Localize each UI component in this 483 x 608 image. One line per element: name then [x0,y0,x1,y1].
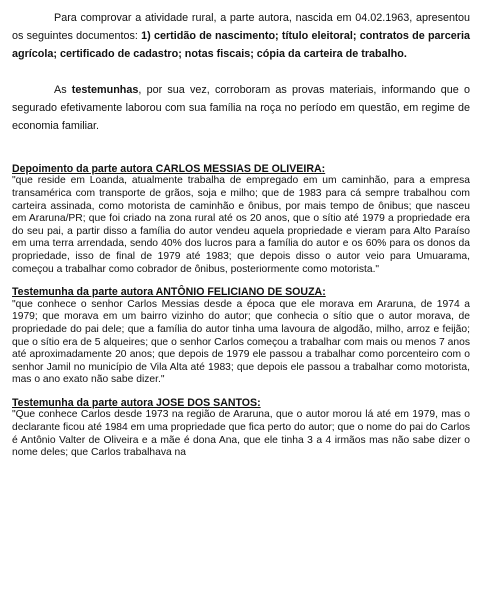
depoimento-autor-heading: Depoimento da parte autora CARLOS MESSIAS DE OLIVEIRA: [12,162,326,175]
testemunha-jose-heading: Testemunha da parte autora JOSE DOS SANTOS: [12,396,261,409]
depoimento-autor [12,163,470,276]
paragraph-documentos-text: Para comprovar a atividade rural, a parte autora, nascida em 04.02.1963, apresentou os seguintes documentos: [12,12,470,42]
paragraph-testemunhas-intro: As [54,84,72,97]
testemunha-jose-text: "Que conhece Carlos desde 1973 na região de Araruna, que o autor morou lá até em 1979, mas o declarante ficou até 1984 em uma propriedade que fica perto do autor; que o nome do pai do Carlos é Antônio Valter de Oliveira e a mãe é dona Ana, que ele tinha 3 a 4 irmãos mas não sabe dizer o nome deles; que Carlos trabalhava na [12,409,470,459]
paragraph-documentos [12,10,470,63]
testemunha-antonio-text: "que conhece o senhor Carlos Messias desde a época que ele morava em Araruna, de 1974 a 1979; que morava em um bairro vizinho do autor; que conhecia o sítio que o autor morava, de propriedade do pai dele; que a família do autor tinha uma lavoura de algodão, milho, arroz e feijão; que o sítio era de 5 alqueires; que o senhor Carlos começou a trabalhar com mais ou menos 7 anos até aproximadamente 20 anos; que depois de 1979 ele passou a trabalhar como porcenteiro com o senhor Jamil no município de Vila Alta até 1983; que depois ele passou a trabalhar como motorista, mas o ano exato não sabe dizer." [12,298,470,386]
testemunha-antonio [12,286,470,387]
paragraph-testemunhas-text: , por sua vez, corroboram as provas materiais, informando que o segurado efetivamente laborou com sua família na roça no período em questão, em regime de economia familiar. [12,84,470,132]
paragraph-testemunhas-bold: testemunhas [71,84,139,97]
depoimento-autor-text: "que reside em Loanda, atualmente trabalha de empregado em um caminhão, para a empresa transamérica com transporte de grãos, soja e milho; que de 1983 para cá sempre trabalhou com carteira assinada, como motorista de caminhão e ônibus, por mais tempo de ônibus; que nasceu em Araruna/PR; que foi criado na zona rural até os 20 anos, que o sítio até 1979 a propriedade era do seu pai, a partir disso a família do autor vendeu aquela propriedade e vieram para Alto Paraíso em uma terra arrendada, sendo 40% dos lucros para a família do autor e os 60% para os donos da propriedade, isso de final de 1979 até 1983; que depois disso o autor veio para Umuarama, começou a trabalhar como cobrador de ônibus, posteriormente como motorista." [12,175,470,275]
paragraph-testemunhas [12,82,470,135]
testemunha-antonio-heading: Testemunha da parte autora ANTÔNIO FELICIANO DE SOUZA: [12,286,326,299]
testemunha-jose [12,397,470,460]
paragraph-documentos-list: 1) certidão de nascimento; título eleitoral; contratos de parceria agrícola; certificado de cadastro; notas fiscais; cópia da carteira de trabalho. [12,29,470,60]
